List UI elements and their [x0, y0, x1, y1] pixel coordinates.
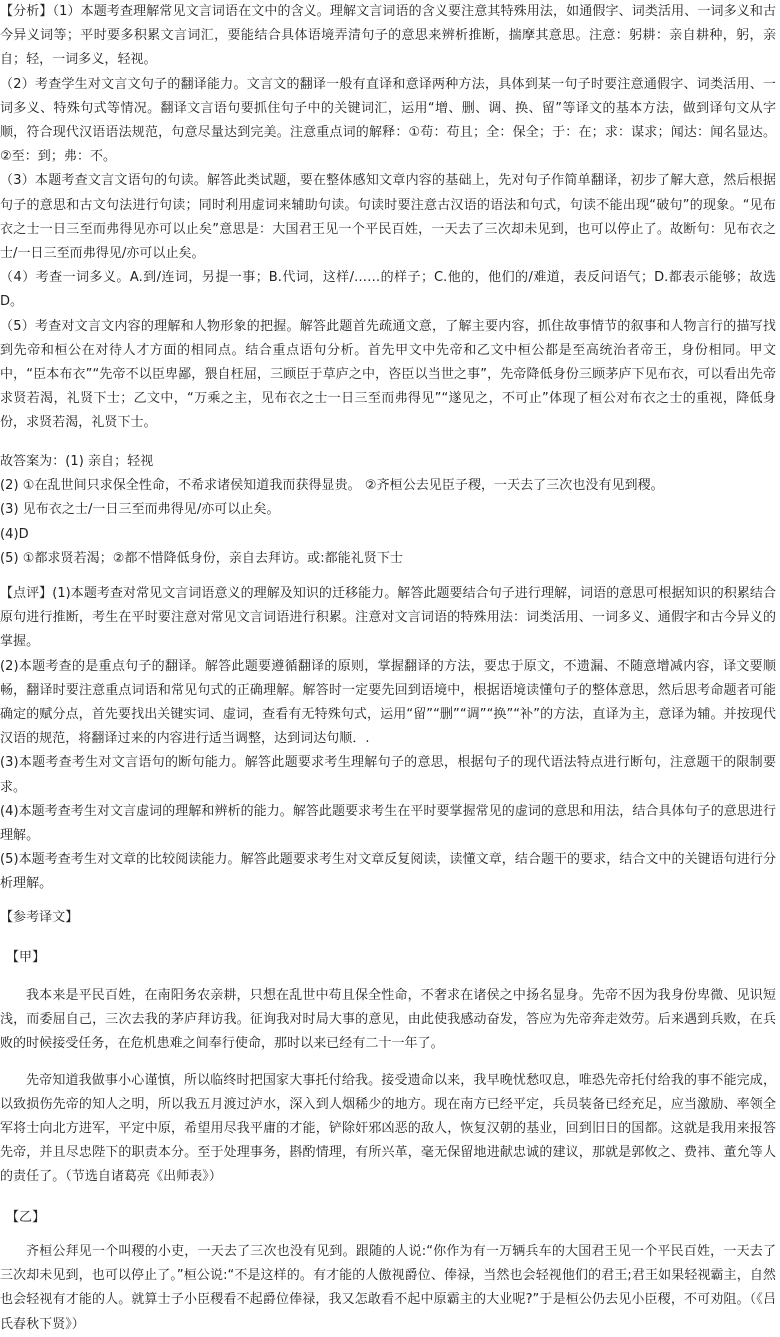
analysis-paragraph-5: （5）考查对文言文内容的理解和人物形象的把握。解答此题首先疏通文意，了解主要内容，抓住故事情节的叙事和人物言行的描写找到先帝和桓公在对待人才方面的相同点。结合重点语句分析。首先甲文中先帝和乙文中桓公都是至高统治者帝王，身份相同。甲文中，“臣本布衣”“先帝不以臣卑鄙，猥自枉屈，三顾臣于草庐之中，咨臣以当世之事”，先帝降低身份三顾茅庐下见布衣，可以看出先帝求贤若渴，礼贤下士；乙文中，“万乘之主，见布衣之士一日三至而弗得见”“遂见之，不可止”体现了桓公对布衣之士的重视，降低身份，求贤若渴，礼贤下士。 [0, 318, 776, 431]
review-paragraph-5: (5)本题考查考生对文章的比较阅读能力。解答此题要求考生对文章反复阅读，读懂文章，结合题干的要求，结合文中的关键语句进行分析理解。 [0, 852, 776, 892]
answer-1: 故答案为：(1) 亲自；轻视 [0, 454, 154, 469]
yi-heading-block [6, 1206, 778, 1230]
review-paragraph-4: (4)本题考查考生对文言虚词的理解和辨析的能力。解答此题要求考生在平时要掌握常见的虚词的意思和用法，结合具体句子的意思进行理解。 [0, 803, 776, 844]
analysis-paragraph-1: 【分析】（1）本题考查理解常见文言词语在文中的含义。理解文言词语的含义要注意其特殊用法，如通假字、词类活用、一词多义和古今异义词等；平时要多积累文言词汇，要能结合具体语境弄清句子的意思来辨析推断，揣摩其意思。注意：躬耕：亲自耕种，躬，亲自；轻，一词多义，轻视。 [0, 4, 776, 68]
analysis-paragraph-3: （3）本题考查文言文语句的句读。解答此类试题，要在整体感知文章内容的基础上，先对句子作简单翻译，初步了解大意，然后根据句子的意思和古文句法进行句读；同时利用虚词来辅助句读。句读时要注意古汉语的语法和句式，句读不能出现“破句”的现象。“见布衣之士一日三至而弗得见亦可以止矣”意思是：大国君王见一个平民百姓，一天去了三次却未见到，也可以停止了。故断句：见布衣之士/一日三至而弗得见/亦可以止矣。 [0, 173, 776, 262]
jia-translation [0, 984, 778, 1190]
answer-2: (2) ①在乱世间只求保全性命，不希求诸侯知道我而获得显贵。 ②齐桓公去见臣子稷，一天去了三次也没有见到稷。 [0, 478, 664, 494]
answers-section [0, 450, 778, 571]
analysis-section [0, 0, 778, 436]
answer-5: (5) ①都求贤若渴；②都不惜降低身份，亲自去拜访。或:都能礼贤下士 [0, 550, 403, 566]
translation-heading-block [0, 906, 778, 930]
yi-translation [0, 1240, 778, 1337]
jia-heading-block [6, 946, 778, 970]
analysis-paragraph-2: （2）考查学生对文言文句子的翻译能力。文言文的翻译一般有直译和意译两种方法，具体到某一句子时要注意通假字、词类活用、一词多义、特殊句式等情况。翻译文言语句要抓住句子中的关键词汇，运用“增、删、调、换、留”等译文的基本方法，做到译句文从字顺，符合现代汉语语法规范，句意尽量达到完美。注意重点词的解释：①苟：苟且；全：保全；于：在；求：谋求；闻达：闻名显达。②至：到；弗：不。 [0, 76, 776, 165]
jia-paragraph-1: 我本来是平民百姓，在南阳务农亲耕，只想在乱世中苟且保全性命，不奢求在诸侯之中扬名显身。先帝不因为我身份卑微、见识短浅，而委屈自己，三次去我的茅庐拜访我。征询我对时局大事的意见，由此使我感动奋发，答应为先帝奔走效劳。后来遇到兵败，在兵败的时候接受任务，在危机患难之间奉行使命，那时以来已经有二十一年了。 [0, 988, 776, 1052]
yi-label: 【乙】 [6, 1210, 46, 1225]
jia-paragraph-2: 先帝知道我做事小心谨慎，所以临终时把国家大事托付给我。接受遗命以来，我早晚忧愁叹息，唯恐先帝托付给我的事不能完成，以致损伤先帝的知人之明，所以我五月渡过泸水，深入到人烟稀少的地方。现在南方已经平定，兵员装备已经充足，应当激励、率领全军将士向北方进军，平定中原，希望用尽我平庸的才能，铲除奸邪凶恶的敌人，恢复汉朝的基业，回到旧日的国都。这就是我用来报答先帝，并且尽忠陛下的职责本分。至于处理事务，斟酌情理，有所兴革，毫无保留地进献忠诚的建议，那就是郭攸之、费祎、董允等人的责任了。（节选自诸葛亮《出师表》） [0, 1072, 776, 1185]
jia-label: 【甲】 [6, 950, 46, 965]
review-paragraph-1: 【点评】(1)本题考查对常见文言词语意义的理解及知识的迁移能力。解答此题要结合句子进行理解，词语的意思可根据知识的积累结合原句进行推断，考生在平时要注意对常见文言词语进行积累。注意对文言词语的特殊用法：词类活用、一词多义、通假字和古今异义的掌握。 [0, 586, 776, 650]
review-paragraph-3: (3)本题考查考生对文言语句的断句能力。解答此题要求考生理解句子的意思，根据句子的现代语法特点进行断句，注意题干的限制要求。 [0, 755, 776, 795]
yi-paragraph-1: 齐桓公拜见一个叫稷的小吏，一天去了三次也没有见到。跟随的人说:“你作为有一万辆兵车的大国君王见一个平民百姓，一天去了三次却未见到，也可以停止了。”桓公说:“不是这样的。有才能的人傲视爵位、俸禄，当然也会轻视他们的君王;君王如果轻视霸主，自然也会轻视有才能的人。就算士子小臣稷看不起爵位俸禄，我又怎敢看不起中原霸主的大业呢?”于是桓公仍去见小臣稷，不可劝阻。（《吕氏春秋下贤》） [0, 1244, 776, 1332]
translation-heading: 【参考译文】 [0, 910, 79, 925]
analysis-paragraph-4: （4）考查一词多义。A.到/连词，另提一事；B.代词，这样/……的样子；C.他的，他们的/难道，表反问语气；D.都表示能够；故选D。 [0, 270, 776, 310]
answer-3: (3) 见布衣之士/一日三至而弗得见/亦可以止矣。 [0, 502, 280, 518]
review-paragraph-2: (2)本题考查的是重点句子的翻译。解答此题要遵循翻译的原则，掌握翻译的方法，要忠于原文，不遗漏、不随意增减内容，译文要顺畅，翻译时要注意重点词语和常见句式的正确理解。解答时一定要先回到语境中，根据语境读懂句子的整体意思，然后思考命题者可能确定的赋分点，首先要找出关键实词、虚词，查看有无特殊句式，运用“留”“删”“调”“换”“补”的方法，直译为主，意译为辅。并按现代汉语的规范，将翻译过来的内容进行适当调整，达到词达句顺．. [0, 658, 776, 747]
answer-4: (4)D [0, 526, 29, 542]
review-section [0, 582, 778, 897]
